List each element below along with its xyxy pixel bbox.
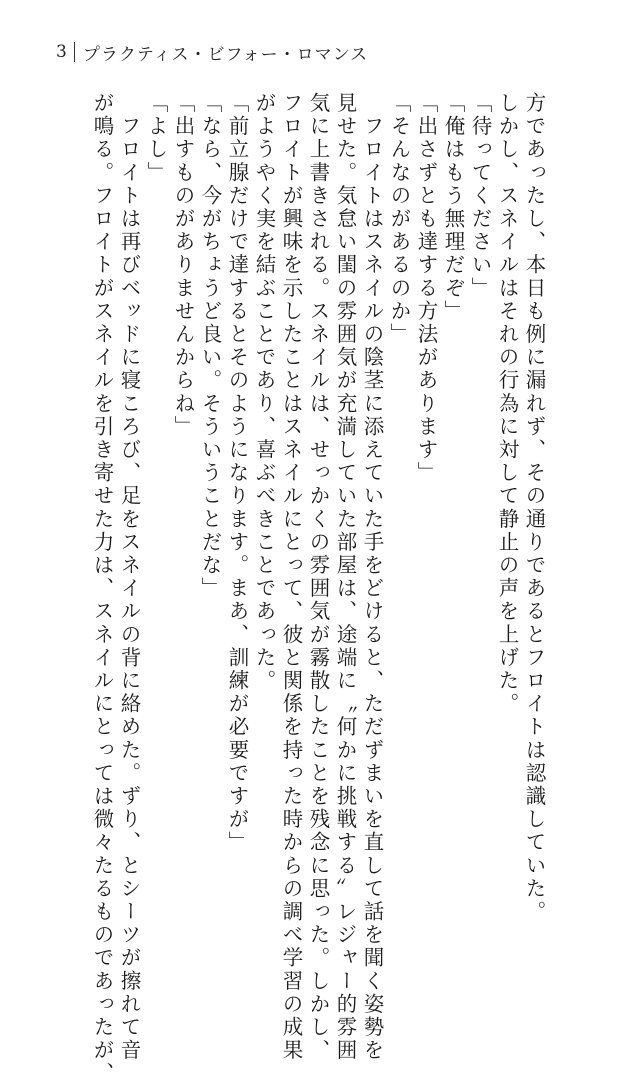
text-column-11: がようやく実を結ぶことであり、喜ぶべきことであった。 bbox=[252, 92, 276, 693]
text-column-9: 気に上書きされる。スネイルは、せっかくの雰囲気が霧散したことを残念に思った。しかし、 bbox=[306, 92, 330, 1063]
text-column-8: 見せた。気怠い閨の雰囲気が充満していた部屋は、途端に〝何かに挑戦する〟レジャー的雰囲 bbox=[333, 92, 357, 1063]
text-column-1: 方であったし、本日も例に漏れず、その通りであるとフロイトは認識していた。 bbox=[522, 92, 546, 924]
text-column-6: 「そんなのがあるのか」 bbox=[387, 92, 411, 347]
text-column-7: フロイトはスネイルの陰茎に添えていた手をどけると、ただずまいを直して話を聞く姿勢を bbox=[360, 92, 384, 1063]
text-column-14: 「出すものがありませんからね」 bbox=[171, 92, 195, 439]
running-header bbox=[56, 37, 368, 67]
text-column-17: が鳴る。フロイトがスネイルを引き寄せた力は、スネイルにとっては微々たるものであったが、 bbox=[90, 92, 114, 1085]
text-column-4: 「俺はもう無理だぞ」 bbox=[441, 92, 465, 323]
text-column-13: 「なら、今がちょうど良い。そういうことだな」 bbox=[198, 92, 222, 601]
text-column-2: しかし、スネイルはそれの行為に対して静止の声を上げた。 bbox=[495, 92, 519, 716]
text-column-16: フロイトは再びベッドに寝ころび、足をスネイルの背に絡めた。ずり、とシーツが擦れて音 bbox=[117, 92, 141, 1063]
text-column-15: 「よし」 bbox=[144, 92, 168, 185]
text-column-3: 「待ってください」 bbox=[468, 92, 492, 300]
text-column-5: 「出さずとも達する方法があります」 bbox=[414, 92, 438, 485]
page-number: 3 bbox=[56, 42, 68, 62]
book-title: プラクティス・ビフォー・ロマンス bbox=[82, 44, 369, 65]
header-divider bbox=[74, 42, 75, 62]
text-column-10: フロイトが興味を示したことはスネイルにとって、彼と関係を持った時からの調べ学習の成果 bbox=[279, 92, 303, 1063]
text-column-12: 「前立腺だけで達するとそのようになります。まあ、訓練が必要ですが」 bbox=[225, 92, 249, 855]
vertical-body-text bbox=[90, 92, 560, 1085]
